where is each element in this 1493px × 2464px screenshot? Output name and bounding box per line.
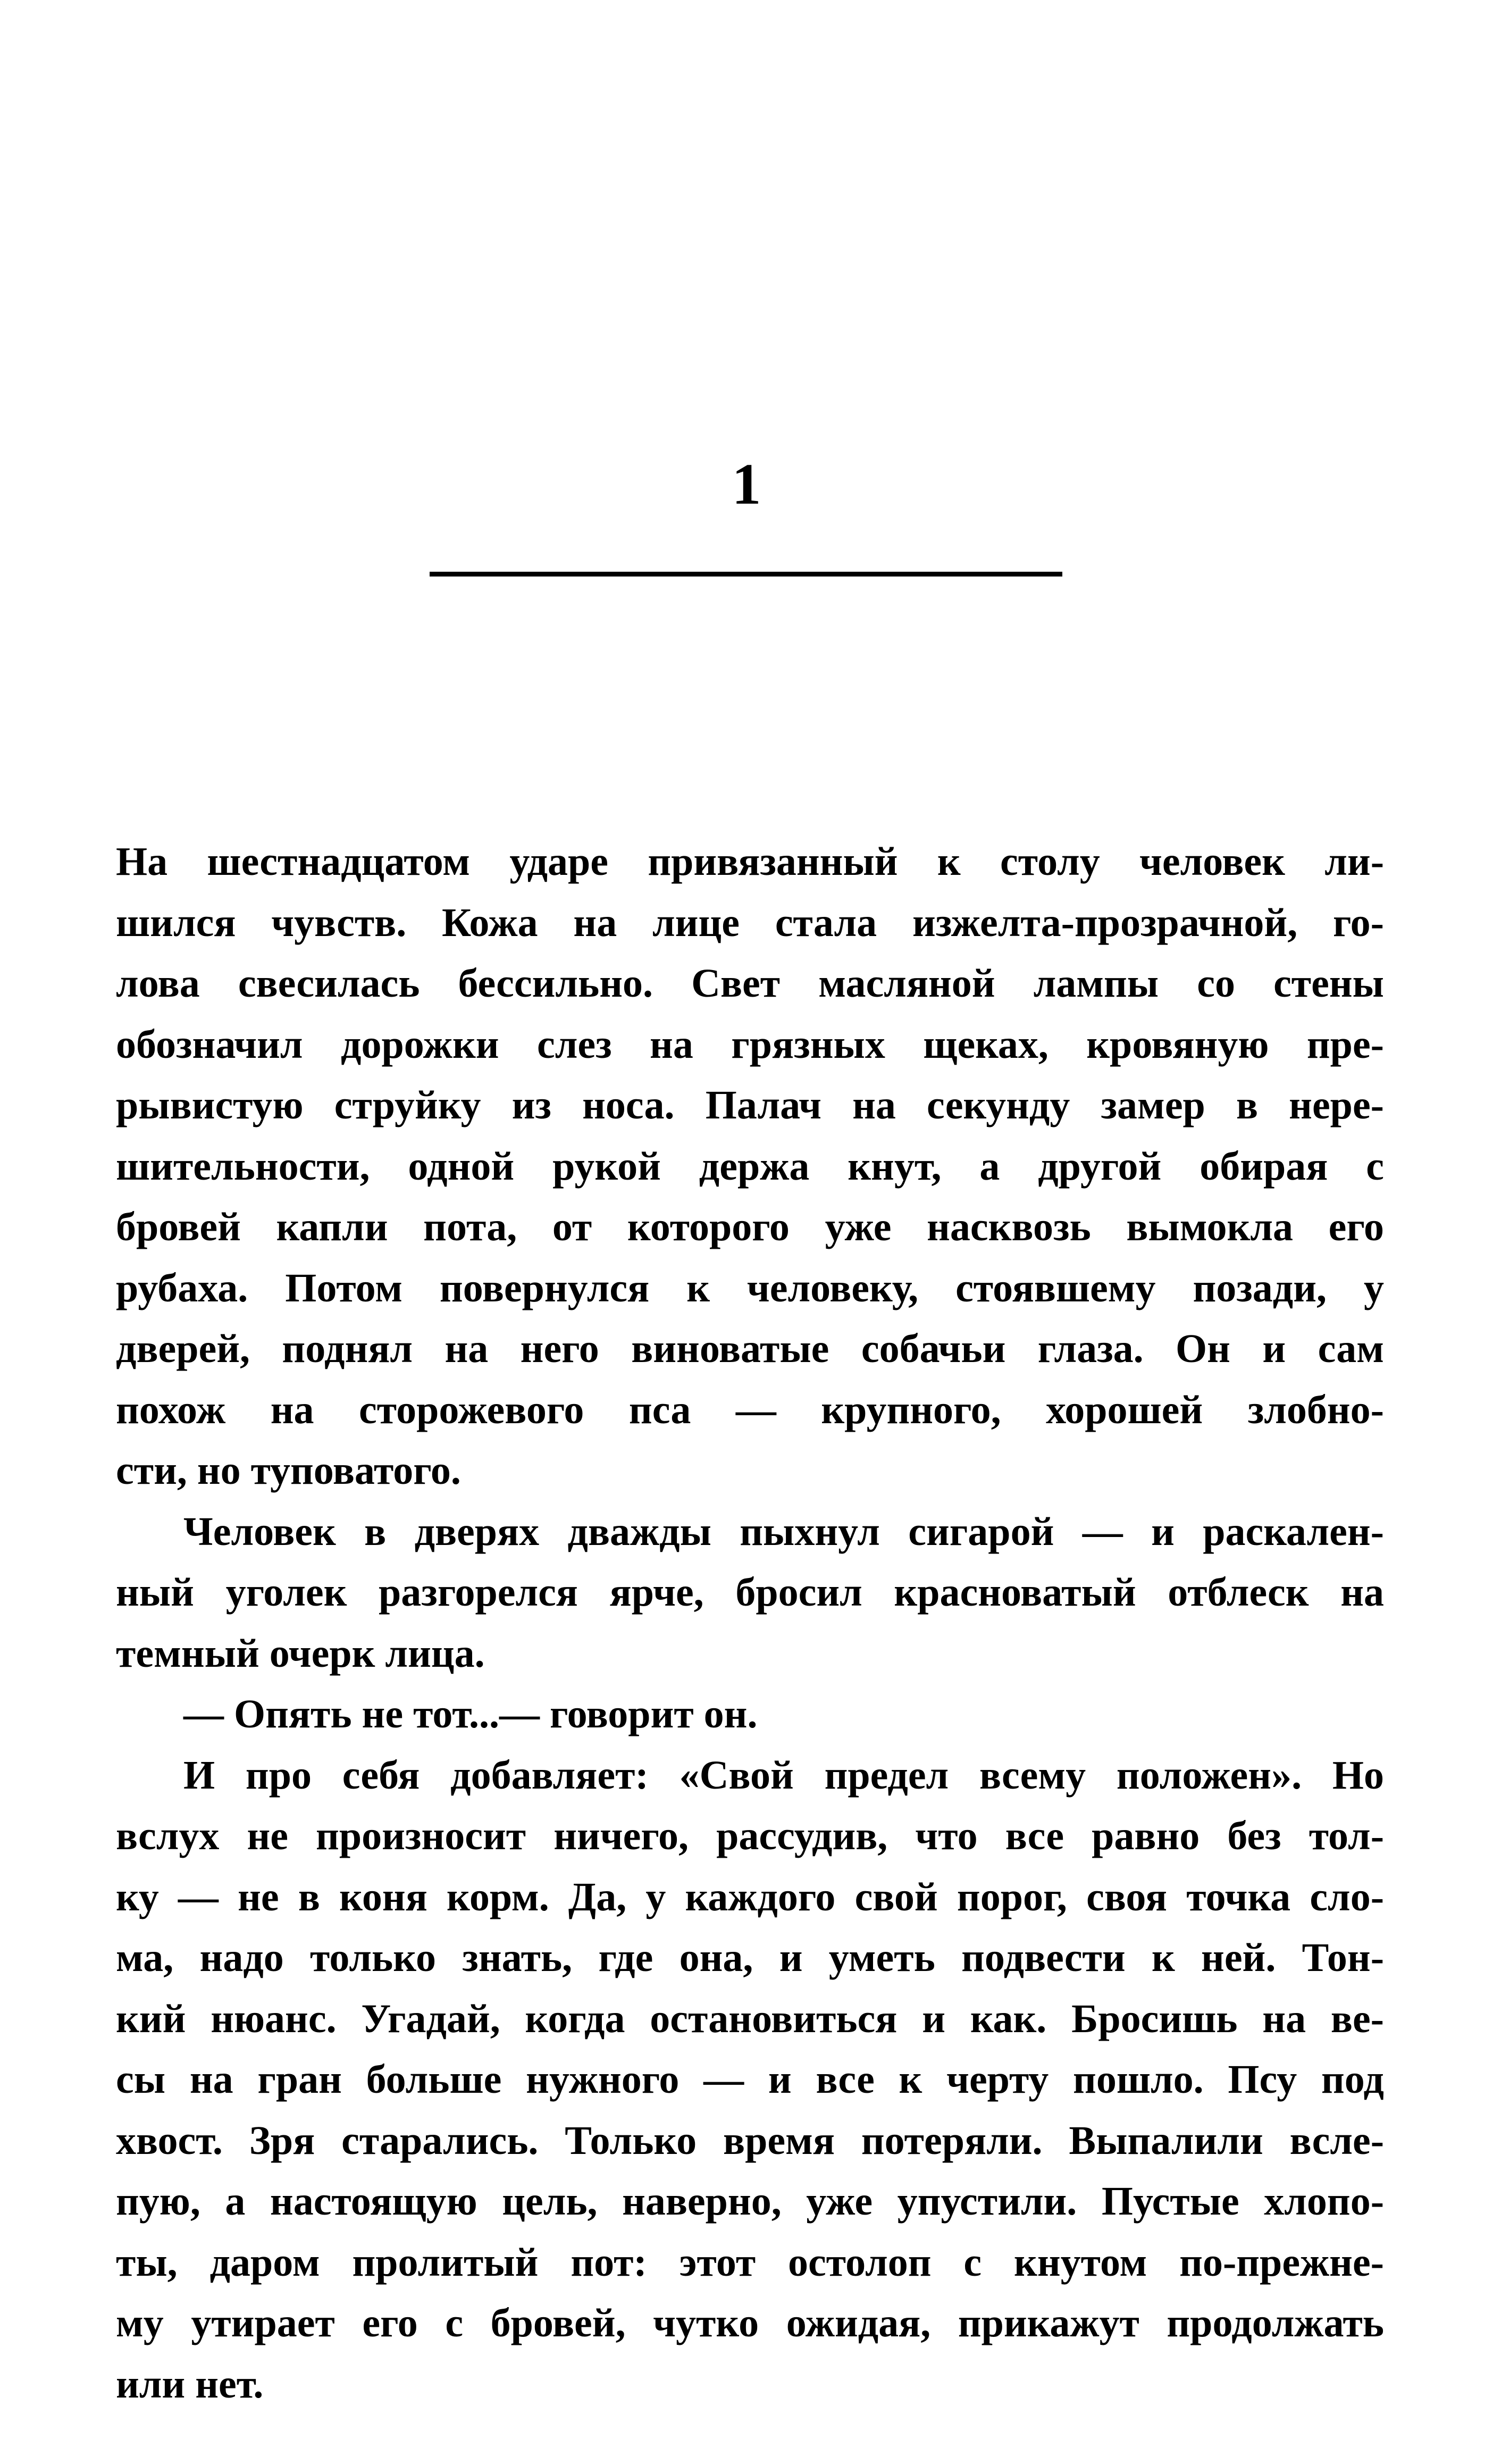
text-line: вслух не произносит ничего, рассудив, что все равно без тол-: [116, 1814, 1384, 1858]
text-line: На шестнадцатом ударе привязанный к столу человек ли-: [116, 839, 1384, 884]
text-line: темный очерк лица.: [116, 1631, 485, 1676]
text-line: обозначил дорожки слез на грязных щеках, кровяную пре-: [116, 1022, 1384, 1067]
chapter-body: [116, 831, 1384, 2415]
text-line: шительности, одной рукой держа кнут, а другой обирая с: [116, 1143, 1384, 1189]
text-line: дверей, поднял на него виноватые собачьи глаза. Он и сам: [116, 1326, 1384, 1371]
text-line: му утирает его с бровей, чутко ожидая, прикажут продолжать: [116, 2301, 1384, 2345]
paragraph: [116, 1684, 1384, 1745]
text-line: сти, но туповатого.: [116, 1448, 461, 1493]
paragraph: [116, 831, 1384, 1501]
text-line: бровей капли пота, от которого уже насквозь вымокла его: [116, 1205, 1384, 1249]
text-line: ный уголек разгорелся ярче, бросил красноватый отблеск на: [116, 1570, 1384, 1615]
chapter-number: 1: [732, 452, 761, 516]
text-line: сы на гран больше нужного — и все к черту пошло. Псу под: [116, 2057, 1384, 2102]
text-line: И про себя добавляет: «Свой предел всему положен». Но: [183, 1752, 1384, 1798]
text-line: ма, надо только знать, где она, и уметь подвести к ней. Тон-: [116, 1935, 1384, 1980]
text-line: ку — не в коня корм. Да, у каждого свой порог, своя точка сло-: [116, 1874, 1384, 1919]
text-line: хвост. Зря старались. Только время потеряли. Выпалили всле-: [116, 2118, 1384, 2163]
paragraph: [116, 1501, 1384, 1684]
text-line: шился чувств. Кожа на лице стала изжелта-прозрачной, го-: [116, 900, 1384, 945]
text-line: рывистую струйку из носа. Палач на секунду замер в нере-: [116, 1083, 1384, 1127]
text-line: рубаха. Потом повернулся к человеку, стоявшему позади, у: [116, 1265, 1384, 1310]
paragraph: [116, 1745, 1384, 2415]
chapter-divider: [430, 572, 1062, 577]
text-line: пую, а настоящую цель, наверно, уже упустили. Пустые хлопо-: [116, 2179, 1384, 2224]
text-line: ты, даром пролитый пот: этот остолоп с кнутом по-прежне-: [116, 2240, 1384, 2285]
text-line: или нет.: [116, 2361, 264, 2407]
text-line: лова свесилась бессильно. Свет масляной лампы со стены: [116, 961, 1384, 1006]
text-line: кий нюанс. Угадай, когда остановиться и как. Бросишь на ве-: [116, 1996, 1384, 2041]
text-line: — Опять не тот...— говорит он.: [183, 1692, 758, 1736]
text-line: похож на сторожевого пса — крупного, хорошей злобно-: [116, 1387, 1384, 1432]
text-line: Человек в дверях дважды пыхнул сигарой — и раскален-: [183, 1509, 1384, 1554]
